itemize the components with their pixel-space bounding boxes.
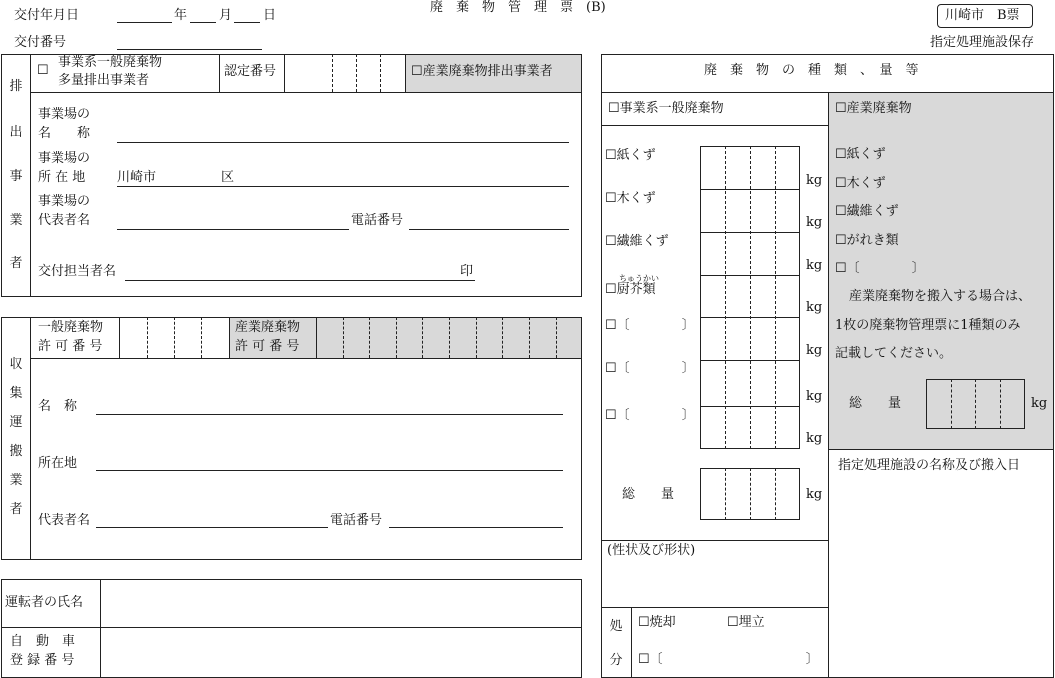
discharger-vlabel-3: 事 bbox=[9, 169, 23, 184]
disposal-other-checkbox[interactable]: ☐〔 〕 bbox=[638, 652, 819, 667]
collector-phone-label: 電話番号 bbox=[330, 513, 383, 528]
seal-mark: 印 bbox=[460, 264, 474, 279]
properties-label: (性状及び形状) bbox=[607, 543, 696, 558]
collector-vlabel-3: 運 bbox=[9, 415, 23, 430]
general-waste-header: 事業系一般廃棄物 bbox=[619, 101, 724, 116]
driver-name-field[interactable] bbox=[101, 580, 581, 626]
unit-kg-1: kg bbox=[806, 173, 823, 188]
issue-day-field[interactable] bbox=[234, 22, 260, 23]
general-item-other-2-label: 〔 〕 bbox=[616, 361, 695, 376]
general-bulk-label-1: 事業系一般廃棄物 bbox=[58, 55, 163, 70]
month-label: 月 bbox=[219, 8, 233, 23]
industrial-waste-checkbox[interactable]: ☐産業廃棄物 bbox=[835, 101, 912, 116]
issue-year-field[interactable] bbox=[117, 22, 172, 23]
industrial-item-rubble[interactable]: ☐がれき類 bbox=[835, 233, 899, 248]
disposal-vlabel-2: 分 bbox=[609, 653, 623, 668]
city-text: 川崎市 bbox=[117, 170, 157, 185]
retention-note: 指定処理施設保存 bbox=[930, 35, 1035, 50]
collector-vlabel-4: 搬 bbox=[9, 444, 23, 459]
collector-rep-field[interactable] bbox=[96, 527, 328, 528]
general-item-textile[interactable]: ☐繊維くず bbox=[605, 234, 669, 249]
disposal-vlabel-1: 処 bbox=[609, 619, 623, 634]
day-label: 日 bbox=[263, 8, 277, 23]
discharger-vlabel-1: 排 bbox=[9, 79, 23, 94]
industrial-item-textile-label: 繊維くず bbox=[846, 204, 899, 219]
site-address-field[interactable] bbox=[117, 186, 569, 187]
general-total-label: 総 量 bbox=[622, 487, 675, 502]
discharger-section bbox=[1, 54, 582, 297]
copy-badge-text: 川崎市 B票 bbox=[945, 8, 1020, 23]
industrial-item-other[interactable]: ☐〔 〕 bbox=[835, 261, 925, 276]
site-name-label-1: 事業場の bbox=[38, 107, 91, 122]
general-item-kitchen-label: 厨芥類 bbox=[616, 282, 656, 297]
general-item-paper-label: 紙くず bbox=[616, 148, 656, 163]
collector-name-field[interactable] bbox=[96, 414, 563, 415]
industrial-note-2: 1枚の廃棄物管理票に1種類のみ bbox=[835, 318, 1021, 333]
issue-month-field[interactable] bbox=[190, 22, 216, 23]
issuer-label: 交付担当者名 bbox=[38, 264, 117, 279]
issue-date-label: 交付年月日 bbox=[14, 8, 80, 23]
unit-kg-6: kg bbox=[806, 389, 823, 404]
facility-field[interactable] bbox=[829, 478, 1053, 677]
collector-phone-field[interactable] bbox=[389, 527, 563, 528]
industrial-item-rubble-label: がれき類 bbox=[846, 233, 899, 248]
year-label: 年 bbox=[174, 8, 188, 23]
vehicle-label-2: 登 録 番 号 bbox=[10, 653, 75, 668]
cert-number-label: 認定番号 bbox=[224, 64, 277, 79]
unit-kg-2: kg bbox=[806, 215, 823, 230]
disposal-landfill-label: 埋立 bbox=[738, 615, 765, 630]
collector-vlabel-5: 業 bbox=[9, 473, 23, 488]
discharger-vlabel-5: 者 bbox=[9, 256, 23, 271]
vehicle-number-field[interactable] bbox=[101, 628, 581, 677]
discharger-vlabel-4: 業 bbox=[9, 213, 23, 228]
industrial-item-wood-label: 木くず bbox=[846, 176, 886, 191]
disposal-incineration-checkbox[interactable]: ☐焼却 bbox=[638, 615, 676, 630]
driver-name-label: 運転者の氏名 bbox=[5, 595, 84, 610]
site-name-field[interactable] bbox=[117, 142, 569, 143]
unit-kg-3: kg bbox=[806, 258, 823, 273]
properties-field[interactable] bbox=[602, 560, 827, 606]
industrial-note-3: 記載してください。 bbox=[835, 346, 953, 361]
issue-number-label: 交付番号 bbox=[14, 35, 67, 50]
discharger-vlabel-2: 出 bbox=[9, 125, 23, 140]
rep-label-1: 事業場の bbox=[38, 194, 91, 209]
collector-vlabel-6: 者 bbox=[9, 502, 23, 517]
industrial-waste-header: 産業廃棄物 bbox=[846, 101, 912, 116]
industrial-item-paper[interactable]: ☐紙くず bbox=[835, 147, 886, 162]
general-bulk-label-2: 多量排出事業者 bbox=[58, 73, 150, 88]
discharger-phone-label: 電話番号 bbox=[351, 213, 404, 228]
disposal-landfill-checkbox[interactable]: ☐埋立 bbox=[727, 615, 765, 630]
industrial-item-wood[interactable]: ☐木くず bbox=[835, 176, 886, 191]
general-bulk-checkbox[interactable]: ☐ bbox=[37, 63, 49, 78]
general-item-kitchen[interactable]: ☐厨芥類 bbox=[605, 282, 656, 297]
industrial-permit-label-1: 産業廃棄物 bbox=[235, 320, 301, 335]
unit-kg-total: kg bbox=[806, 487, 823, 502]
unit-kg-industrial-total: kg bbox=[1031, 396, 1048, 411]
issue-number-field[interactable] bbox=[117, 49, 262, 50]
general-item-textile-label: 繊維くず bbox=[616, 234, 669, 249]
general-item-other-1[interactable]: ☐〔 〕 bbox=[605, 318, 695, 333]
unit-kg-5: kg bbox=[806, 343, 823, 358]
site-address-label-2: 所 在 地 bbox=[38, 170, 86, 185]
general-item-other-1-label: 〔 〕 bbox=[616, 318, 695, 333]
industrial-permit-label-2: 許 可 番 号 bbox=[235, 339, 300, 354]
site-address-label-1: 事業場の bbox=[38, 151, 91, 166]
industrial-discharger-checkbox[interactable]: ☐産業廃棄物排出事業者 bbox=[411, 64, 553, 79]
collector-rep-label: 代表者名 bbox=[38, 513, 91, 528]
general-item-other-2[interactable]: ☐〔 〕 bbox=[605, 361, 695, 376]
issuer-field[interactable] bbox=[125, 280, 475, 281]
ward-text: 区 bbox=[221, 170, 235, 185]
kitchen-ruby: ちゅうかい bbox=[619, 274, 659, 283]
industrial-note-1: 産業廃棄物を搬入する場合は、 bbox=[849, 289, 1032, 304]
industrial-item-paper-label: 紙くず bbox=[846, 147, 886, 162]
general-item-other-3-label: 〔 〕 bbox=[616, 408, 695, 423]
unit-kg-4: kg bbox=[806, 300, 823, 315]
collector-vlabel-1: 収 bbox=[9, 357, 23, 372]
industrial-item-other-label: 〔 〕 bbox=[846, 261, 925, 276]
collector-address-field[interactable] bbox=[96, 470, 563, 471]
industrial-total-label: 総 量 bbox=[849, 396, 902, 411]
general-item-wood-label: 木くず bbox=[616, 191, 656, 206]
discharger-phone-field[interactable] bbox=[409, 229, 569, 230]
waste-section-title: 廃 棄 物 の 種 類 、 量 等 bbox=[704, 63, 919, 78]
industrial-discharger-label: 産業廃棄物排出事業者 bbox=[422, 64, 553, 79]
disposal-incineration-label: 焼却 bbox=[649, 615, 676, 630]
vehicle-label-1: 自 動 車 bbox=[10, 634, 76, 649]
general-item-paper[interactable]: ☐紙くず bbox=[605, 148, 656, 163]
form-title: 廃 棄 物 管 理 票 (B) bbox=[430, 0, 606, 15]
rep-label-2: 代表者名 bbox=[38, 213, 91, 228]
general-waste-checkbox[interactable]: ☐事業系一般廃棄物 bbox=[608, 101, 724, 116]
rep-name-field[interactable] bbox=[117, 229, 349, 230]
collector-address-label: 所在地 bbox=[38, 456, 78, 471]
disposal-other-label: 〔 〕 bbox=[649, 652, 819, 667]
general-permit-label-1: 一般廃棄物 bbox=[38, 320, 104, 335]
unit-kg-7: kg bbox=[806, 431, 823, 446]
facility-label: 指定処理施設の名称及び搬入日 bbox=[838, 458, 1021, 473]
general-item-wood[interactable]: ☐木くず bbox=[605, 191, 656, 206]
general-item-other-3[interactable]: ☐〔 〕 bbox=[605, 408, 695, 423]
site-name-label-2: 名 称 bbox=[38, 126, 91, 141]
general-permit-label-2: 許 可 番 号 bbox=[38, 339, 103, 354]
industrial-item-textile[interactable]: ☐繊維くず bbox=[835, 204, 899, 219]
collector-vlabel-2: 集 bbox=[9, 386, 23, 401]
collector-name-label: 名 称 bbox=[38, 399, 78, 414]
